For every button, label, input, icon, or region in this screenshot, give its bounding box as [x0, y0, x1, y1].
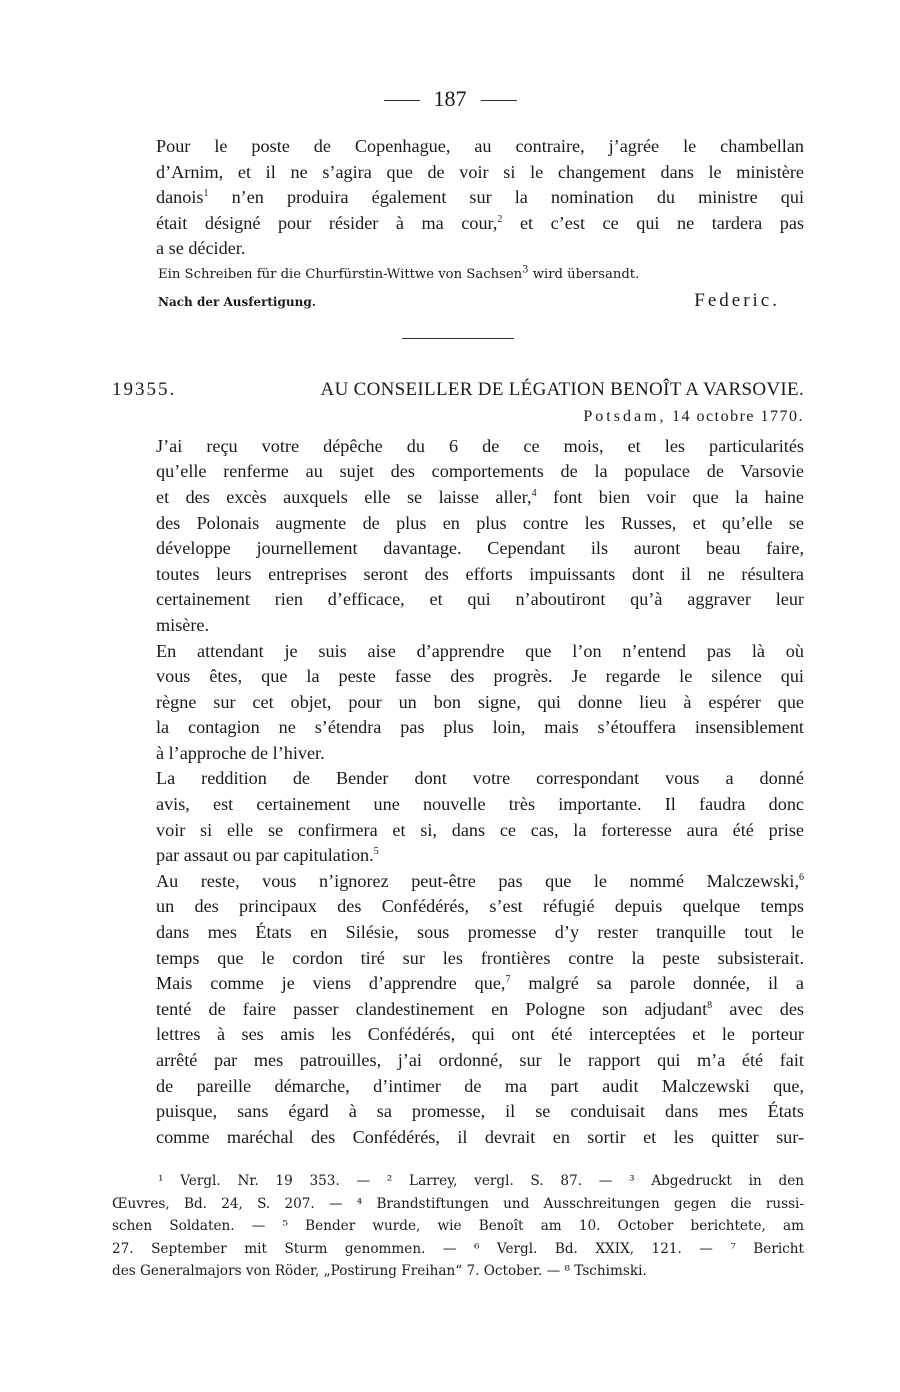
text-line: voir si elle se confirmera et si, dans ce cas, la forteresse aura été prise: [156, 819, 804, 840]
main-text: [112, 134, 804, 1150]
text-line: arrêté par mes patrouilles, j’ai ordonné, sur le rapport qui m’a été fait: [156, 1050, 804, 1070]
dateline-place: Potsdam,: [583, 408, 667, 426]
text-line: règne sur cet objet, pour un bon signe, qui donne lieu à espérer que: [156, 691, 804, 712]
header-dash-right: [481, 100, 517, 101]
footnote-line: Œuvres, Bd. 24, S. 207. — ⁴ Brandstiftungen und Ausschreitungen gegen die russi-: [112, 1195, 804, 1212]
text-line: avis, est certainement une nouvelle très importante. Il faudra donc: [156, 794, 804, 815]
footnote-mark: 3: [522, 264, 529, 276]
signature: Federic.: [694, 289, 780, 311]
text-line: vous êtes, que la peste fasse des progrès. Je regarde le silence qui: [156, 666, 804, 687]
page-number: 187: [433, 86, 467, 111]
closing-row: [158, 288, 804, 316]
footnote-line: 27. September mit Sturm genommen. — ⁶ Vergl. Bd. XXIX, 121. — ⁷ Bericht: [112, 1240, 804, 1257]
text-line: était désigné pour résider à ma cour,$^2$ et c’est ce qui ne tardera pas: [156, 212, 805, 233]
paragraph: [112, 639, 804, 767]
footnotes: [112, 1170, 804, 1283]
text-line: par assaut ou par capitulation.$^5$: [156, 845, 379, 866]
text-line: En attendant je suis aise d’apprendre que l’on n’entend pas là où: [156, 640, 804, 661]
footnote-mark: 6: [799, 871, 804, 883]
section-divider: [402, 338, 514, 339]
letter-title: AU CONSEILLER DE LÉGATION BENOÎT A VARSOVIE.: [320, 378, 804, 400]
text-line: lettres à ses amis les Confédérés, qui ont été interceptées et le porteur: [156, 1024, 804, 1045]
text-line: comme maréchal des Confédérés, il devrait en sortir et les quitter sur-: [156, 1126, 804, 1147]
paragraph: [112, 869, 804, 1151]
text-line: toutes leurs entreprises seront des efforts impuissants dont il ne résultera: [156, 563, 804, 584]
footnote-mark: 8: [707, 999, 713, 1011]
german-note: Ein Schreiben für die Churfürstin-Wittwe von Sachsen$^3$ wird übersandt.: [158, 264, 640, 282]
header-dash-left: [384, 100, 420, 101]
continuation-paragraph: [112, 134, 804, 262]
footnote-line: schen Soldaten. — ⁵ Bender wurde, wie Benoît am 10. October berichtete, am: [112, 1218, 804, 1234]
text-line: temps que le cordon tiré sur les frontières contre la peste subsisterait.: [156, 947, 804, 968]
text-line: Mais comme je viens d’apprendre que,$^7$ malgré sa parole donnée, il a: [156, 973, 804, 994]
footnote-mark: 4: [531, 487, 537, 499]
page-header: [0, 86, 900, 112]
footnote-mark: 5: [373, 846, 379, 858]
text-line: dans mes États en Silésie, sous promesse d’y rester tranquille tout le: [156, 922, 804, 943]
letter-heading: [112, 377, 804, 403]
text-line: à l’approche de l’hiver.: [156, 742, 325, 763]
paragraph: [112, 434, 804, 639]
footnote-mark: 7: [505, 974, 511, 986]
text-line: des Polonais augmente de plus en plus contre les Russes, et qu’elle se: [156, 512, 804, 533]
text-line: misère.: [156, 614, 210, 635]
dateline: [112, 404, 804, 430]
paragraph: [112, 766, 804, 868]
letter-number: 19355.: [112, 378, 177, 400]
text-line: qu’elle renferme au sujet des comportements de la populace de Varsovie: [156, 461, 804, 482]
text-line: Au reste, vous n’ignorez peut-être pas que le nommé Malczewski,$^6$: [156, 870, 804, 891]
text-line: la contagion ne s’étendra pas plus loin, mais s’étouffera insensiblement: [156, 717, 804, 738]
text-line: danois$^1$ n’en produira également sur la nomination du ministre qui: [156, 187, 805, 208]
text-line: a se décider.: [156, 238, 246, 259]
text-line: puisque, sans égard à sa promesse, il se conduisait dans mes États: [156, 1101, 804, 1122]
text-line: et des excès auxquels elle se laisse aller,$^4$ font bien voir que la haine: [156, 486, 805, 507]
text-line: de pareille démarche, d’intimer de ma part audit Malczewski que,: [156, 1075, 804, 1096]
text-line: J’ai reçu votre dépêche du 6 de ce mois, et les particularités: [156, 435, 804, 456]
text-line: La reddition de Bender dont votre correspondant vous a donné: [156, 768, 804, 789]
footnote-line: ¹ Vergl. Nr. 19 353. — ² Larrey, vergl. S. 87. — ³ Abgedruckt in den: [158, 1173, 804, 1189]
text-line: certainement rien d’efficace, et qui n’aboutiront qu’à aggraver leur: [156, 589, 804, 610]
source-note: Nach der Ausfertigung.: [158, 294, 316, 309]
dateline-date: 14 octobre 1770.: [672, 408, 804, 426]
text-line: tenté de faire passer clandestinement en Pologne son adjudant$^8$ avec des: [156, 998, 804, 1019]
footnote-line: des Generalmajors von Röder, „Postirung Freihan“ 7. October. — ⁸ Tschimski.: [112, 1263, 647, 1279]
text-line: d’Arnim, et il ne s’agira que de voir si le changement dans le ministère: [156, 161, 804, 182]
text-line: Pour le poste de Copenhague, au contraire, j’agrée le chambellan: [156, 136, 804, 156]
footnote-mark: 1: [203, 188, 209, 200]
text-line: un des principaux des Confédérés, s’est réfugié depuis quelque temps: [156, 896, 804, 917]
text-line: développe journellement davantage. Cependant ils auront beau faire,: [156, 538, 804, 559]
footnote-mark: 2: [497, 213, 503, 225]
